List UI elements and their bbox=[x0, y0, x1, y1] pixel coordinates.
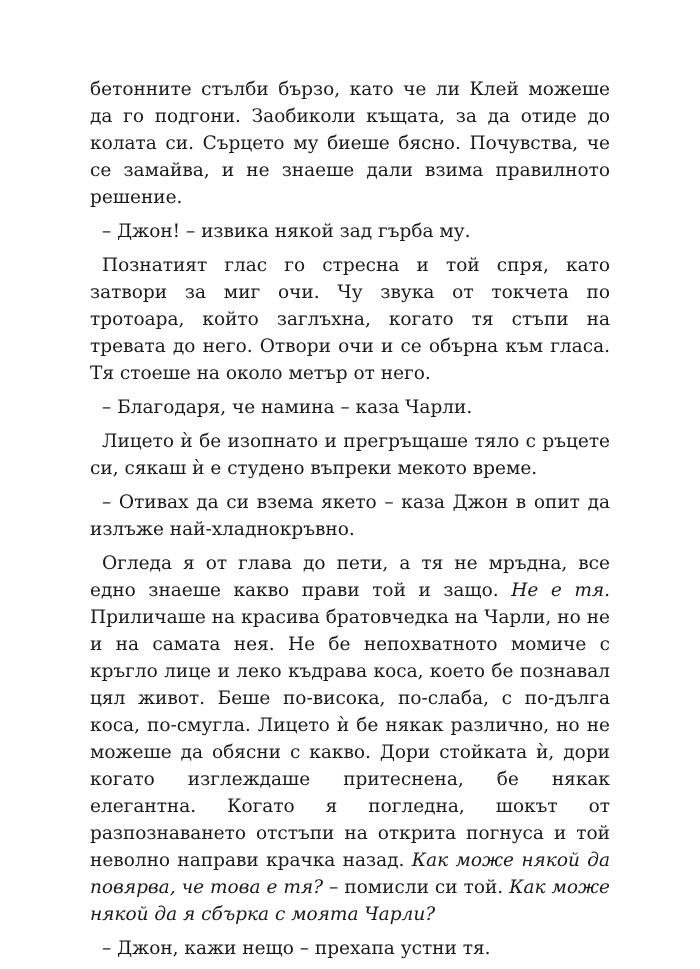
p1-text: бетонните стълби бързо, като че ли Клей можеше да го подгони. Заобиколи къщата, за да отиде до колата си. Сърцето му биеше бясно. Почувства, че се замайва, и не знаеше дали взима правилното решение. bbox=[90, 79, 610, 208]
paragraph-3 bbox=[90, 252, 610, 387]
p7-italic-thought-3: Как може някой да я сбърка с моята Чарли? bbox=[90, 877, 610, 925]
p6-text: – Отивах да си взема якето – каза Джон в опит да излъже най-хладнокръвно. bbox=[90, 492, 610, 540]
p7-italic-thought-1: Не е тя. bbox=[511, 580, 610, 601]
p3-text: Познатият глас го стресна и той спря, като затвори за миг очи. Чу звука от токчета по тротоара, който заглъхна, когато тя стъпи на тревата до него. Отвори очи и се обърна към гласа. Тя стоеше на около метър от него. bbox=[90, 255, 610, 384]
paragraph-1 bbox=[90, 76, 610, 211]
p2-text: – Джон! – извика някой зад гърба му. bbox=[102, 221, 471, 242]
p7-text-c: – помисли си той. bbox=[323, 877, 510, 898]
p8-text: – Джон, кажи нещо – прехапа устни тя. bbox=[102, 938, 491, 959]
paragraph-2 bbox=[90, 218, 610, 245]
p4-text: – Благодаря, че намина – каза Чарли. bbox=[102, 397, 473, 418]
p7-text-a: Огледа я от глава до пети, а тя не мръдна, все едно знаеше какво прави той и защо. bbox=[90, 553, 610, 601]
book-page-text bbox=[90, 76, 610, 969]
paragraph-7 bbox=[90, 550, 610, 928]
paragraph-4 bbox=[90, 394, 610, 421]
paragraph-5 bbox=[90, 428, 610, 482]
paragraph-6 bbox=[90, 489, 610, 543]
p7-italic-thought-2: Как може някой да повярва, че това е тя? bbox=[90, 850, 610, 898]
p7-text-b: Приличаше на красива братовчедка на Чарли, но не и на самата нея. Не бе непохватното момиче с кръгло лице и леко къдрава коса, което бе познавал цял живот. Беше по-висока, по-слаба, с по-дълга коса, по-смугла. Лицето ѝ бе някак различно, но не можеше да обясни с какво. Дори стойката ѝ, дори когато изглеждаше притеснена, бе някак елегантна. Когато я погледна, шокът от разпознаването отстъпи на открита погнуса и той неволно направи крачка назад. bbox=[90, 607, 610, 871]
paragraph-8 bbox=[90, 935, 610, 962]
p5-text: Лицето ѝ бе изопнато и прегръщаше тяло с ръцете си, сякаш ѝ е студено въпреки мекото време. bbox=[90, 431, 610, 479]
